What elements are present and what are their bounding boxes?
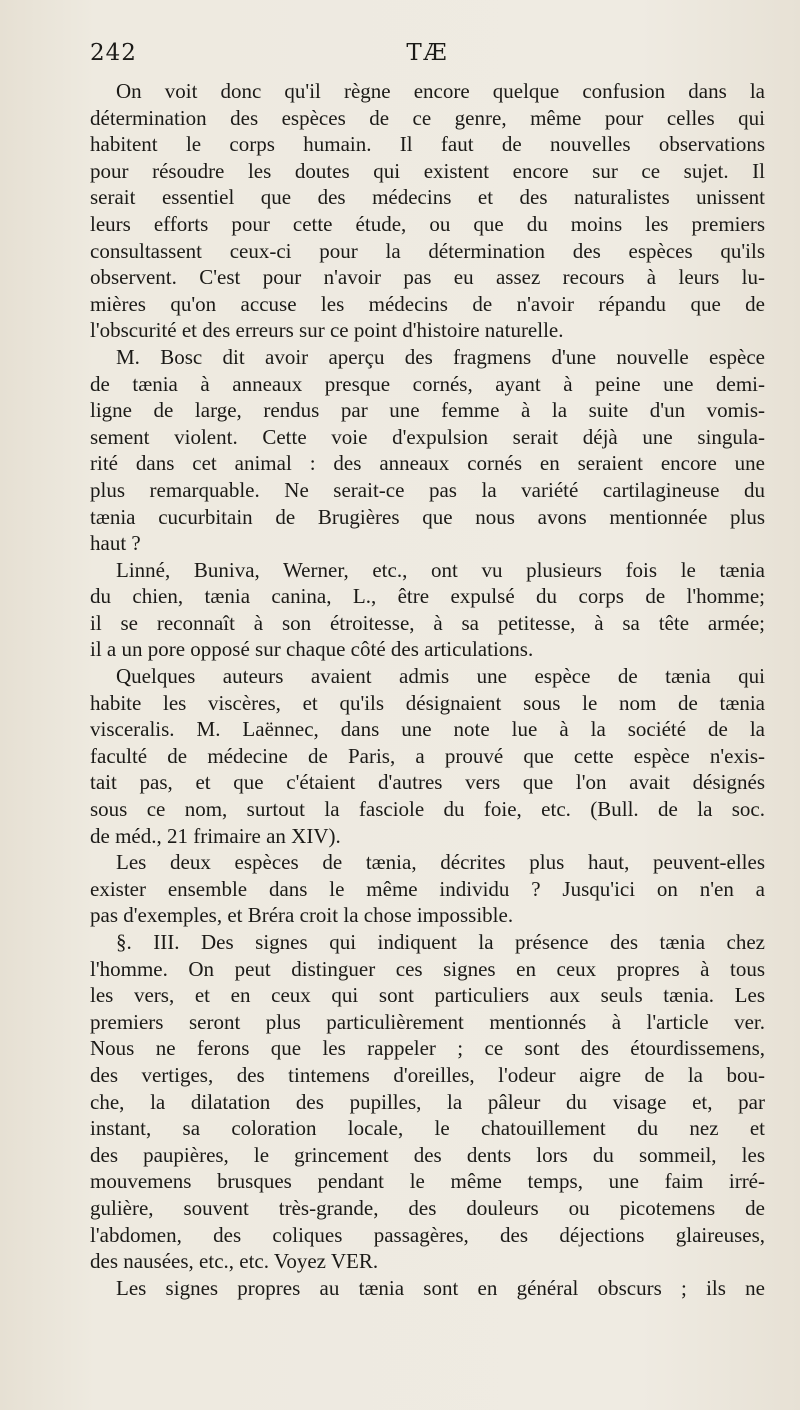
- text-line: des paupières, le grincement des dents lors du sommeil, les: [90, 1142, 765, 1167]
- text-line: mouvemens brusques pendant le même temps, une faim irré-: [90, 1169, 765, 1194]
- text-line: de méd., 21 frimaire an XIV).: [90, 823, 341, 848]
- text-line: consultassent ceux-ci pour la détermination des espèces qu'ils: [90, 238, 765, 263]
- text-line: sement violent. Cette voie d'expulsion serait déjà une singula-: [90, 424, 765, 449]
- body-text: [90, 78, 765, 1301]
- text-line: l'abdomen, des coliques passagères, des déjections glaireuses,: [90, 1222, 765, 1247]
- text-line: Les signes propres au tænia sont en général obscurs ; ils ne: [116, 1275, 765, 1300]
- text-line: Nous ne ferons que les rappeler ; ce sont des étourdissemens,: [90, 1036, 765, 1061]
- text-line: serait essentiel que des médecins et des naturalistes unissent: [90, 185, 765, 210]
- paragraph: [90, 344, 765, 557]
- text-line: de tænia à anneaux presque cornés, ayant à peine une demi-: [90, 371, 765, 396]
- text-line: du chien, tænia canina, L., être expulsé du corps de l'homme;: [90, 584, 765, 609]
- text-line: leurs efforts pour cette étude, ou que du moins les premiers: [90, 211, 765, 236]
- text-line: che, la dilatation des pupilles, la pâleur du visage et, par: [90, 1089, 765, 1114]
- text-line: visceralis. M. Laënnec, dans une note lue à la société de la: [90, 717, 765, 742]
- text-line: faculté de médecine de Paris, a prouvé que cette espèce n'exis-: [90, 743, 765, 768]
- paragraph: [90, 849, 765, 929]
- text-line: sous ce nom, surtout la fasciole du foie, etc. (Bull. de la soc.: [90, 797, 765, 822]
- text-line: observent. C'est pour n'avoir pas eu assez recours à leurs lu-: [90, 265, 765, 290]
- text-line: des vertiges, des tintemens d'oreilles, l'odeur aigre de la bou-: [90, 1062, 765, 1087]
- text-line: haut ?: [90, 531, 141, 556]
- text-line: il se reconnaît à son étroitesse, à sa petitesse, à sa tête armée;: [90, 610, 765, 635]
- text-line: pour résoudre les doutes qui existent encore sur ce sujet. Il: [90, 158, 765, 183]
- text-line: détermination des espèces de ce genre, même pour celles qui: [90, 105, 765, 130]
- text-line: pas d'exemples, et Bréra croit la chose impossible.: [90, 903, 514, 928]
- paragraph: [90, 1275, 765, 1302]
- text-line: ligne de large, rendus par une femme à la suite d'un vomis-: [90, 398, 765, 423]
- text-line: instant, sa coloration locale, le chatouillement du nez et: [90, 1116, 765, 1141]
- text-line: gulière, souvent très-grande, des douleurs ou picotemens de: [90, 1195, 765, 1220]
- text-line: Les deux espèces de tænia, décrites plus haut, peuvent-elles: [116, 850, 765, 875]
- text-line: tait pas, et que c'étaient d'autres vers que l'on avait désignés: [90, 770, 765, 795]
- text-line: plus remarquable. Ne serait-ce pas la variété cartilagineuse du: [90, 477, 765, 502]
- text-line: habitent le corps humain. Il faut de nouvelles observations: [90, 132, 765, 157]
- paragraph: [90, 663, 765, 849]
- text-line: les vers, et en ceux qui sont particuliers aux seuls tænia. Les: [90, 983, 765, 1008]
- text-line: tænia cucurbitain de Brugières que nous avons mentionnée plus: [90, 504, 765, 529]
- text-line: exister ensemble dans le même individu ? Jusqu'ici on n'en a: [90, 876, 765, 901]
- text-line: Linné, Buniva, Werner, etc., ont vu plusieurs fois le tænia: [116, 557, 765, 582]
- paragraph: [90, 78, 765, 344]
- page-number: 242: [90, 40, 137, 66]
- text-line: habite les viscères, et qu'ils désignaient sous le nom de tænia: [90, 690, 765, 715]
- section-heading-line: §. III. Des signes qui indiquent la présence des tænia chez: [116, 930, 765, 954]
- text-line: l'homme. On peut distinguer ces signes en ceux propres à tous: [90, 956, 765, 981]
- text-line: l'obscurité et des erreurs sur ce point d'histoire naturelle.: [90, 318, 564, 343]
- text-line: mières qu'on accuse les médecins de n'avoir répandu que de: [90, 291, 765, 316]
- text-line: il a un pore opposé sur chaque côté des articulations.: [90, 637, 534, 662]
- paragraph: [90, 557, 765, 663]
- text-line: des nausées, etc., etc. Voyez VER.: [90, 1249, 379, 1274]
- text-line: premiers seront plus particulièrement mentionnés à l'article ver.: [90, 1009, 765, 1034]
- text-line: Quelques auteurs avaient admis une espèce de tænia qui: [116, 664, 765, 689]
- text-line: On voit donc qu'il règne encore quelque confusion dans la: [116, 79, 765, 103]
- text-line: M. Bosc dit avoir aperçu des fragmens d'une nouvelle espèce: [116, 344, 765, 369]
- running-head: TÆ: [406, 40, 449, 66]
- text-line: rité dans cet animal : des anneaux cornés en seraient encore une: [90, 451, 765, 476]
- paragraph: [90, 929, 765, 1275]
- page-header: [90, 40, 765, 74]
